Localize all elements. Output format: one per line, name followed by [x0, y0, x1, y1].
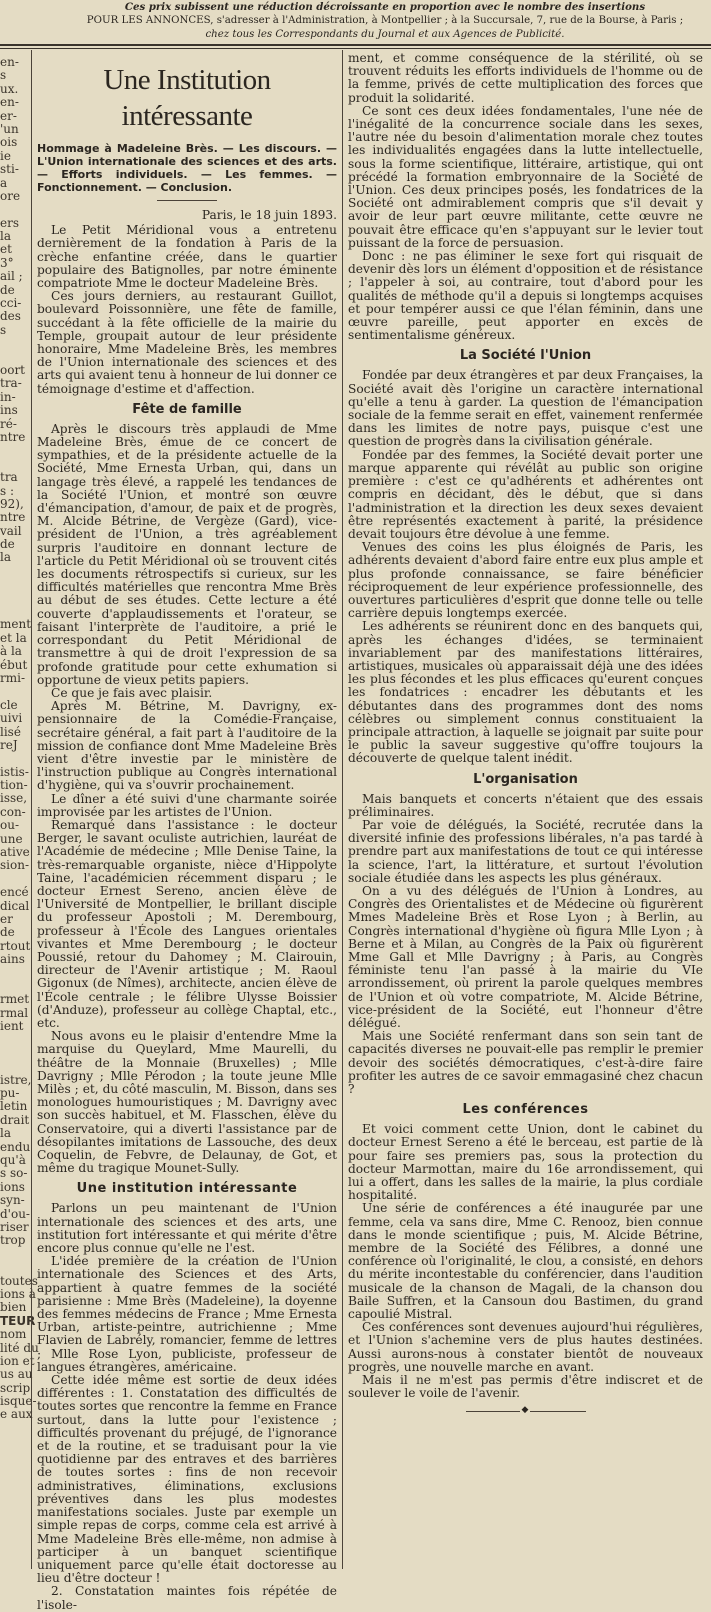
fragment-line: ins: [0, 403, 18, 418]
article-title: Une Institution intéressante: [103, 64, 271, 132]
article-column-2: [348, 52, 703, 1567]
fragment-line: des: [0, 309, 21, 324]
fragment-line: rmet: [0, 992, 30, 1007]
paragraph: Après le discours très applaudi de Mme Madeleine Brès, émue de ce concert de sympathies, et de la présidente actuelle de la Société, Mme Ernesta Urban, qui, dans un langage très élevé, a rappelé les tendances de la Société l'Union, et montré son œuvre d'émancipation, d'amour, de paix et de progrès, M. Alcide Bétrine, de Vergèze (Gard), vice-président de l'Union, a très agréablement surpris l'auditoire en donnant lecture de l'article du Petit Méridional où se trouvent cités les documents rétrospectifs si curieux, sur les difficultés matérielles que rencontra Mme Brès au début de ses études. Cette lecture a été couverte d'applaudissements et l'orateur, se faisant l'interprète de l'auditoire, a prié le correspondant du Petit Méridional de transmettre à qui de droit l'expression de sa profonde gratitude pour cette exhumation si opportune de vieux petits papiers.: [37, 421, 337, 687]
paragraph: Venues des coins les plus éloignés de Paris, les adhérents devaient d'abord faire entre eux plus ample et plus profonde connaissance, se faire bénéficier réciproquement de leur expérience professionnelle, des ouvertures particulières d'esprit que donne telle ou telle carrière depuis longtemps exercée.: [348, 540, 703, 621]
fragment-line: endu: [0, 1139, 31, 1154]
fragment-line: [0, 967, 27, 980]
paragraph: Le Petit Méridional vous a entretenu dernièrement de la fondation à Paris de la crèche enfantine créée, dans le quartier populaire des Batignolles, par notre éminente compatriote Mme le docteur Madeleine Brès.: [37, 223, 337, 291]
fragment-line: [0, 203, 27, 216]
fragment-line: in-: [0, 389, 16, 404]
fragment-line: en-: [0, 55, 19, 69]
header-correspondents-note: chez tous les Correspondants du Journal et aux Agences de Publicité.: [205, 29, 565, 40]
fragment-line: [0, 1047, 27, 1060]
fragment-line: ux.: [0, 81, 19, 96]
fragment-line: ré-: [0, 416, 17, 431]
fragment-line: er-: [0, 108, 17, 123]
fragment-line: [0, 458, 27, 471]
fragment-line: [0, 1060, 27, 1073]
paragraph: 2. Constatation maintes fois répétée de l'isole-: [37, 1584, 337, 1612]
paragraph: ment, et comme conséquence de la stérilité, où se trouvent réduits les efforts individuels de l'homme ou de la femme, privés de cette multiplication des forces que produit la solidarité.: [348, 51, 703, 105]
paragraph: Mais banquets et concerts n'étaient que des essais préliminaires.: [348, 791, 703, 819]
fragment-line: ions à: [0, 1286, 36, 1301]
newspaper-header: [60, 0, 710, 46]
fragment-line: ment: [0, 617, 32, 632]
paragraph: Une série de conférences a été inaugurée par une femme, cela va sans dire, Mme C. Renooz, bien connue dans le monde scientifique ; puis, M. Alcide Bétrine, membre de la Société des Félibres, a donné une conférence où l'originalité, le clou, a consisté, en dehors du mérite incontestable du conférencier, dans l'audition musicale de la chanson de Magali, de la chanson dou Baile Suffren, et la Cansoun dou Bastimen, du grand capoulié Mistral.: [348, 1201, 703, 1322]
fragment-line: ntre: [0, 429, 26, 444]
fragment-line: et: [0, 242, 12, 257]
paragraph: Nous avons eu le plaisir d'entendre Mme la marquise du Queylard, Mme Maurelli, du théâtre de la Monnaie (Bruxelles) ; Mlle Davrigny ; Mlle Pérodon ; la toute jeune Mlle Milès ; et, du côté masculin, M. Bisson, dans ses monologues humouristiques ; M. Davrigny avec son succès habituel, et M. Flasschen, élève du Conservatoire, qui a diverti l'assistance par de désopilantes imitations de Lassouche, des deux Coquelin, de Febvre, de Delaunay, de Got, et même du tragique Mounet-Sully.: [37, 1029, 337, 1176]
fragment-line: syn-: [0, 1193, 25, 1208]
fragment-line: de: [0, 537, 15, 552]
fragment-line: de: [0, 282, 15, 297]
fragment-line: ois: [0, 135, 18, 150]
fragment-line: uivi: [0, 711, 23, 726]
fragment-line: scrip: [0, 1380, 31, 1395]
column-divider-middle: [342, 50, 343, 1569]
paragraph: Fondée par des femmes, la Société devait porter une marque apparente qui révélât au public son origine première : c'est ce qu'adhérents et adhérentes ont compris en décidant, dès le début, que si dans l'administration et la direction les deux sexes devaient être représentés exactement à parité, la présidence devait toujours être dévolue à une femme.: [348, 447, 703, 541]
fragment-line: encé: [0, 885, 29, 900]
paragraph: Parlons un peu maintenant de l'Union internationale des sciences et des arts, une institution fort intéressante et qui mérite d'être encore plus connue qu'elle ne l'est.: [37, 1201, 337, 1256]
fragment-line: ou-: [0, 818, 20, 833]
section-heading-conferences: Les conférences: [462, 1102, 589, 1118]
fragment-line: tion-: [0, 778, 28, 793]
fragment-line: 'un: [0, 121, 19, 136]
fragment-line: [0, 605, 27, 618]
fragment-line: une: [0, 831, 23, 846]
fragment-line: istre,: [0, 1072, 32, 1087]
fragment-line: d'ou-: [0, 1206, 30, 1221]
fragment-line: [0, 1034, 27, 1047]
paragraph: Remarqué dans l'assistance : le docteur Berger, le savant oculiste autrichien, lauréat de l'Académie de médecine ; Mlle Denise Taine, la très-remarquable organiste, nièce d'Hippolyte Taine, l'académicien récemment disparu ; le docteur Ernest Sereno, ancien élève de l'Université de Montpellier, le brillant disciple du professeur Apostoli ; M. Derembourg, professeur à l'École des Langues orientales vivantes et Mme Derembourg ; le docteur Poussié, retour du Dahomey ; M. Clairouin, directeur de l'Avenir artistique ; M. Raoul Gigonux (de Nîmes), architecte, ancien élève de l'École centrale ; le félibre Ulysse Boissier (d'Anduze), professeur au collège Chaptal, etc., etc.: [37, 817, 337, 1030]
fragment-line: bien: [0, 1300, 27, 1315]
fragment-line: ie: [0, 148, 11, 163]
paragraph: Cette idée même est sortie de deux idées différentes : 1. Constatation des difficultés de toutes sortes que rencontre la femme en France surtout, dans la lutte pour l'existence ; difficultés provenant du préjugé, de l'ignorance et de la routine, et se traduisant pour la vie quotidienne par des entraves et des barrières de toutes sortes : fins de non recevoir administratives, éliminations, exclusions préventives dans les plus modestes manifestations sociales. Juste par exemple un simple repas de corps, comme cela est arrivé à Mme Madeleine Brès elle-même, non admise à participer à un banquet scientifique uniquement parce qu'elle était doctoresse au lieu d'être docteur !: [37, 1373, 337, 1586]
fragment-line: isque-: [0, 1394, 37, 1409]
section-heading-societe-union: La Société l'Union: [459, 348, 592, 364]
fragment-line: [0, 444, 27, 457]
paragraph: Mais il ne m'est pas permis d'être indiscret et de soulever le voile de l'avenir.: [348, 1373, 703, 1401]
fragment-line: reJ: [0, 737, 18, 752]
fragment-line: [0, 873, 27, 886]
fragment-line: [0, 578, 27, 591]
fragment-line: ient: [0, 1019, 24, 1034]
header-price-note: Ces prix subissent une réduction décroissante en proportion avec le nombre des insertions: [124, 1, 646, 13]
summary-rule: [157, 200, 217, 201]
fragment-line: cle: [0, 697, 18, 712]
fragment-line: drait: [0, 1112, 30, 1127]
fragment-line: la: [0, 550, 11, 565]
fragment-line: ion et: [0, 1353, 35, 1368]
fragment-line: pu-: [0, 1086, 20, 1101]
fragment-line: letin: [0, 1099, 28, 1114]
fragment-line: la: [0, 1126, 11, 1141]
fragment-line: [0, 1261, 27, 1274]
fragment-line: 92),: [0, 496, 24, 511]
fragment-line: ntre: [0, 510, 26, 525]
paragraph: Ces conférences sont devenues aujourd'hui régulières, et l'Union s'achemine vers de plus hautes destinées. Aussi aurons-nous à constater bientôt de nouveaux progrès, une nouvelle marche en avant.: [348, 1320, 703, 1374]
fragment-line: [0, 337, 27, 350]
fragment-line: tra: [0, 470, 18, 485]
paragraph: Après M. Bétrine, M. Davrigny, ex-pensionnaire de la Comédie-Française, secrétaire général, a fait part à l'auditoire de la mission de confiance dont Mme Madeleine Brès vient d'être investie par le ministère de l'instruction publique au Congrès international d'hygiène, qui va s'ouvrir prochainement.: [37, 699, 337, 793]
fragment-line: sti-: [0, 162, 19, 177]
paragraph: Par voie de délégués, la Société, recrutée dans la diversité infinie des professions libérales, n'a pas tardé à prendre part aux manifestations de tout ce qui intéresse la science, l'art, la littérature, et surtout l'évolution sociale étudiée dans les aspects les plus généraux.: [348, 817, 703, 885]
fragment-line: e aux: [0, 1407, 33, 1422]
column-divider-left: [31, 50, 32, 1569]
fragment-line: a: [0, 175, 8, 190]
fragment-line: con-: [0, 804, 26, 819]
fragment-line: s: [0, 68, 7, 83]
paragraph: Donc : ne pas éliminer le sexe fort qui risquait de devenir dès lors un élément d'opposition et de résistance ; l'appeler à soi, au contraire, tout d'abord pour les qualités de méthode qu'il a depuis si longtemps acquises et pour tempérer aussi ce que l'élan féminin, dans une œuvre pareille, peut apporter en excès de sentimentalisme généreux.: [348, 249, 703, 343]
fragment-line: [0, 565, 27, 578]
fragment-line: sion-: [0, 858, 30, 873]
fragment-line: er: [0, 912, 13, 926]
fragment-line: ative: [0, 845, 30, 860]
fragment-line: ions: [0, 1179, 25, 1194]
fragment-line: cci-: [0, 296, 22, 311]
fragment-line: dical: [0, 898, 30, 913]
fragment-line: 3°: [0, 255, 14, 270]
fragment-line: vail: [0, 523, 22, 538]
fragment-line: et la: [0, 630, 27, 645]
fragment-line: ébut: [0, 657, 28, 672]
section-heading-organisation: L'organisation: [473, 771, 578, 787]
paragraph: L'idée première de la création de l'Union internationale des Sciences et des Arts, appartient à quatre femmes de la société parisienne : Mme Brès (Madeleine), la doyenne des femmes médecins de France ; Mme Ernesta Urban, artiste-peintre, autrichienne ; Mme Flavien de Labrély, romancier, femme de lettres ; Mlle Rose Lyon, publiciste, professeur de langues étrangères, américaine.: [37, 1254, 337, 1374]
fragment-line: ore: [0, 188, 21, 203]
paragraph: On a vu des délégués de l'Union à Londres, au Congrès des Orientalistes et de Médecine où figurèrent Mmes Madeleine Brès et Rose Lyon ; à Berlin, au Congrès international d'hygiène où figura Mlle Lyon ; à Berne et à Milan, au Congrès de la Paix où figurèrent Mme Gall et Mlle Davrigny ; à Paris, au Congrès féministe tenu l'an passé à la mairie du VIe arrondissement, où prirent la parole quelques membres de l'Union et où votre compatriote, M. Alcide Bétrine, vice-président de la Société, eut l'honneur d'être délégué.: [348, 883, 703, 1031]
fragment-line: [0, 1248, 27, 1261]
fragment-line: lité du: [0, 1340, 39, 1355]
fragment-line: nom: [0, 1327, 27, 1342]
article-dateline: Paris, le 18 juin 1893.: [201, 208, 337, 222]
fragment-line: [0, 752, 27, 765]
header-ads-note: POUR LES ANNONCES, s'adresser à l'Administration, à Montpellier ; à la Succursale, 7, rue de la Bourse, à Paris ;: [86, 15, 684, 26]
fragment-line: s so-: [0, 1166, 28, 1181]
fragment-line: trop: [0, 1233, 26, 1248]
paragraph: Les adhérents se réunirent donc en des banquets qui, après les échanges d'idées, se terminaient invariablement par des manifestations littéraires, artistiques, musicales où apparaissait déjà une des idées les plus fécondes et les plus efficaces qu'eurent conçues les fondatrices : encadrer les débutants et les débutantes dans des programmes dont des noms célèbres ou simplement connus constituaient la principale attraction, à laquelle se joignait par suite pour le public la saveur suggestive qu'offre toujours la découverte de quelque talent inédit.: [348, 619, 703, 766]
fragment-line: ers: [0, 215, 19, 230]
section-heading-fete-de-famille: Fête de famille: [132, 401, 242, 417]
fragment-line: à la: [0, 644, 22, 659]
paragraph: Ces jours derniers, au restaurant Guillot, boulevard Poissonnière, une fête de famille, succédant à la fête officielle de la mairie du Temple, groupait autour de leur présidente honoraire, Mme Madeleine Brès, les membres de l'Union internationale des sciences et des arts qui avaient tenu à honneur de lui donner ce témoignage d'estime et d'affection.: [37, 289, 337, 396]
fragment-line: TEUR: [0, 1313, 36, 1328]
header-rule: [0, 44, 711, 46]
fragment-line: s: [0, 322, 7, 337]
fragment-line: de: [0, 925, 15, 940]
fragment-line: s :: [0, 483, 15, 498]
fragment-line: la: [0, 229, 11, 244]
paragraph: Mais une Société renfermant dans son sein tant de capacités diverses ne pouvait-elle pas remplir le premier devoir des sociétés démocratiques, c'est-à-dire faire profiter les autres de ce savoir emmagasiné chez chacun ?: [348, 1029, 703, 1097]
fragment-line: us au: [0, 1367, 33, 1382]
paragraph: Ce que je fais avec plaisir.: [51, 685, 213, 700]
fragment-line: tra-: [0, 376, 22, 391]
fragment-line: oort: [0, 362, 26, 377]
fragment-line: toutes: [0, 1273, 38, 1288]
section-heading-institution: Une institution intéressante: [76, 1181, 298, 1197]
fragment-line: en-: [0, 95, 19, 110]
fragment-line: istis-: [0, 764, 29, 779]
fragment-line: rtout: [0, 938, 31, 953]
fragment-line: [0, 980, 27, 993]
fragment-line: qu'à: [0, 1153, 26, 1168]
paragraph: Et voici comment cette Union, dont le cabinet du docteur Ernest Sereno a été le berceau, est partie de là pour faire ses premiers pas, sous la protection du docteur Marmottan, maire du 16e arrondissement, qui lui a offert, dans les salles de la mairie, la plus cordiale hospitalité.: [348, 1122, 703, 1203]
header-rule-thin: [0, 48, 711, 49]
fragment-line: ail ;: [0, 269, 23, 284]
fragment-line: riser: [0, 1219, 29, 1234]
fragment-line: rmal: [0, 1005, 29, 1020]
paragraph: Le dîner a été suivi d'une charmante soirée improvisée par les artistes de l'Union.: [37, 791, 337, 819]
article-column-1: [37, 52, 337, 1612]
fragment-line: [0, 685, 27, 698]
fragment-line: ains: [0, 952, 25, 967]
article-summary: Hommage à Madeleine Brès. — Les discours. — L'Union internationale des sciences et des arts. — Efforts individuels. — Les femmes. — Fonctionnement. — Conclusion.: [37, 142, 337, 194]
fragment-line: lisé: [0, 724, 21, 739]
fragment-line: isse,: [0, 791, 28, 806]
left-column-fragment: [0, 55, 39, 1556]
paragraph: Fondée par deux étrangères et par deux Françaises, la Société avait dès l'origine un caractère international qu'elle a tenu à garder. La question de l'émancipation sociale de la femme serait en effet, vainement renfermée dans les limites de notre pays, puisque c'est une question de progrès dans la civilisation générale.: [348, 368, 703, 449]
fragment-line: rmi-: [0, 670, 26, 685]
article-end-ornament: [466, 1411, 586, 1412]
fragment-line: [0, 592, 27, 605]
paragraph: Ce sont ces deux idées fondamentales, l'une née de l'inégalité de la concurrence sociale dans les sexes, l'autre née du besoin d'alimentation morale chez toutes les individualités engagées dans la lutte intellectuelle, sous la forme scientifique, littéraire, artistique, qui ont précédé la formation embryonnaire de la Société de l'Union. Ces deux principes posés, les fondatrices de la Société ont admirablement compris que s'il devait y avoir de leur part œuvre militante, cette œuvre ne pouvait être efficace qu'en s'appuyant sur le levier tout puissant de la force de persuasion.: [348, 103, 703, 250]
fragment-line: [0, 351, 27, 364]
